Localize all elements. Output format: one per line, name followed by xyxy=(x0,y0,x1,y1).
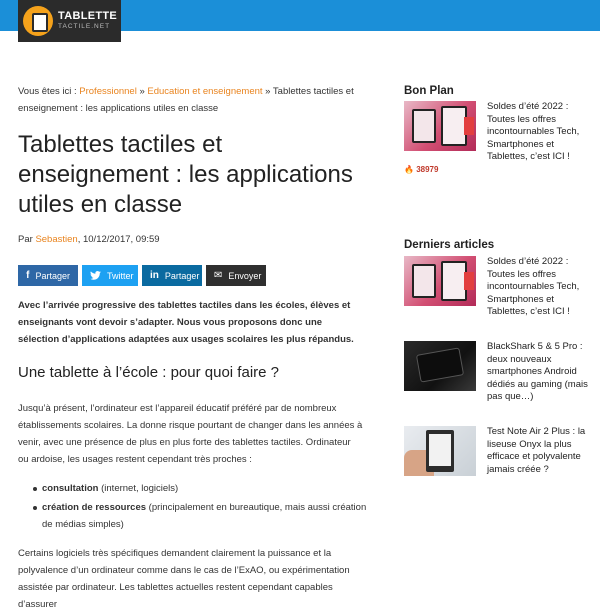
share-buttons xyxy=(18,265,266,286)
section-heading: Une tablette à l’école : pour quoi faire ? xyxy=(18,364,279,381)
byline: Par Sebastien, 10/12/2017, 09:59 xyxy=(18,234,160,245)
share-twitter-button[interactable]: Twitter xyxy=(82,265,138,286)
latest-article-title[interactable]: BlackShark 5 & 5 Pro : deux nouveaux smartphones Android dédiés au gaming (mais pas que…) xyxy=(487,341,588,402)
latest-article-item[interactable] xyxy=(404,426,600,496)
latest-article-item[interactable] xyxy=(404,256,600,326)
latest-article-title[interactable]: Soldes d’été 2022 : Toutes les offres incontournables Tech, Smartphones et Tablettes, c’est ICI ! xyxy=(487,256,580,317)
breadcrumb-link-professionnel[interactable]: Professionnel xyxy=(79,86,137,97)
bon-plan-title[interactable]: Soldes d’été 2022 : Toutes les offres incontournables Tech, Smartphones et Tablettes, c’est ICI ! xyxy=(487,101,580,162)
view-count: 🔥 38979 xyxy=(404,165,439,174)
breadcrumb: Vous êtes ici : Professionnel » Education et enseignement » Tablettes tactiles et enseignement : les applications utiles en classe xyxy=(18,86,354,114)
article-intro: Avec l’arrivée progressive des tablettes tactiles dans les écoles, élèves et enseignants vont devoir s’adapter. Nous vous proposons donc une sélection d’applications adaptées aux usages scolaires les plus répandus. xyxy=(18,300,354,345)
logo-main-text: TABLETTE xyxy=(58,10,118,23)
publish-date: , 10/12/2017, 09:59 xyxy=(77,234,160,245)
author-link[interactable]: Sebastien xyxy=(35,234,78,245)
list-item: création de ressources (principalement en bureautique, mais aussi création de médias simples) xyxy=(42,499,372,533)
share-linkedin-button[interactable]: in Partager xyxy=(142,265,202,286)
breadcrumb-link-education[interactable]: Education et enseignement xyxy=(147,86,263,97)
latest-articles-heading: Derniers articles xyxy=(404,239,495,251)
page-title: Tablettes tactiles et enseignement : les applications utiles en classe xyxy=(18,131,353,218)
article-thumbnail[interactable] xyxy=(404,341,476,391)
twitter-icon xyxy=(90,271,101,280)
article-paragraph: Jusqu’à présent, l’ordinateur est l’appareil éducatif préféré par de nombreux établissements scolaires. La donne risque pourtant de changer dans les années à venir, avec une présence de plus en plus forte des tablettes tactiles. Ordinateur ou ardoise, les usages restent cependant très proches : xyxy=(18,403,363,465)
latest-article-item[interactable] xyxy=(404,341,600,411)
bon-plan-heading: Bon Plan xyxy=(404,85,454,97)
flame-icon: 🔥 xyxy=(404,165,414,174)
email-icon: ✉ xyxy=(214,270,223,281)
article-thumbnail[interactable] xyxy=(404,256,476,306)
site-logo[interactable] xyxy=(18,0,121,42)
article-paragraph: Certains logiciels très spécifiques demandent clairement la puissance et la polyvalence d’un ordinateur comme dans le cas de l’ExAO, ou expérimentation assistée par ordinateur. Les tablettes actuelles restent cependant capables d’assurer xyxy=(18,548,350,610)
promo-thumbnail[interactable] xyxy=(404,101,476,151)
linkedin-icon: in xyxy=(150,270,159,281)
article-bullet-list xyxy=(42,480,372,535)
share-email-button[interactable]: ✉ Envoyer xyxy=(206,265,266,286)
share-facebook-button[interactable]: f Partager xyxy=(18,265,78,286)
logo-sub-text: TACTILE.NET xyxy=(58,23,111,31)
tablet-logo-icon xyxy=(23,6,53,36)
facebook-icon: f xyxy=(26,270,30,281)
list-item: consultation (internet, logiciels) xyxy=(42,480,372,497)
latest-article-title[interactable]: Test Note Air 2 Plus : la liseuse Onyx la plus efficace et polyvalente jamais créée ? xyxy=(487,426,586,475)
breadcrumb-current: Tablettes tactiles et enseignement : les applications utiles en classe xyxy=(18,86,354,114)
bon-plan-item[interactable] xyxy=(404,101,600,181)
article-thumbnail[interactable] xyxy=(404,426,476,476)
